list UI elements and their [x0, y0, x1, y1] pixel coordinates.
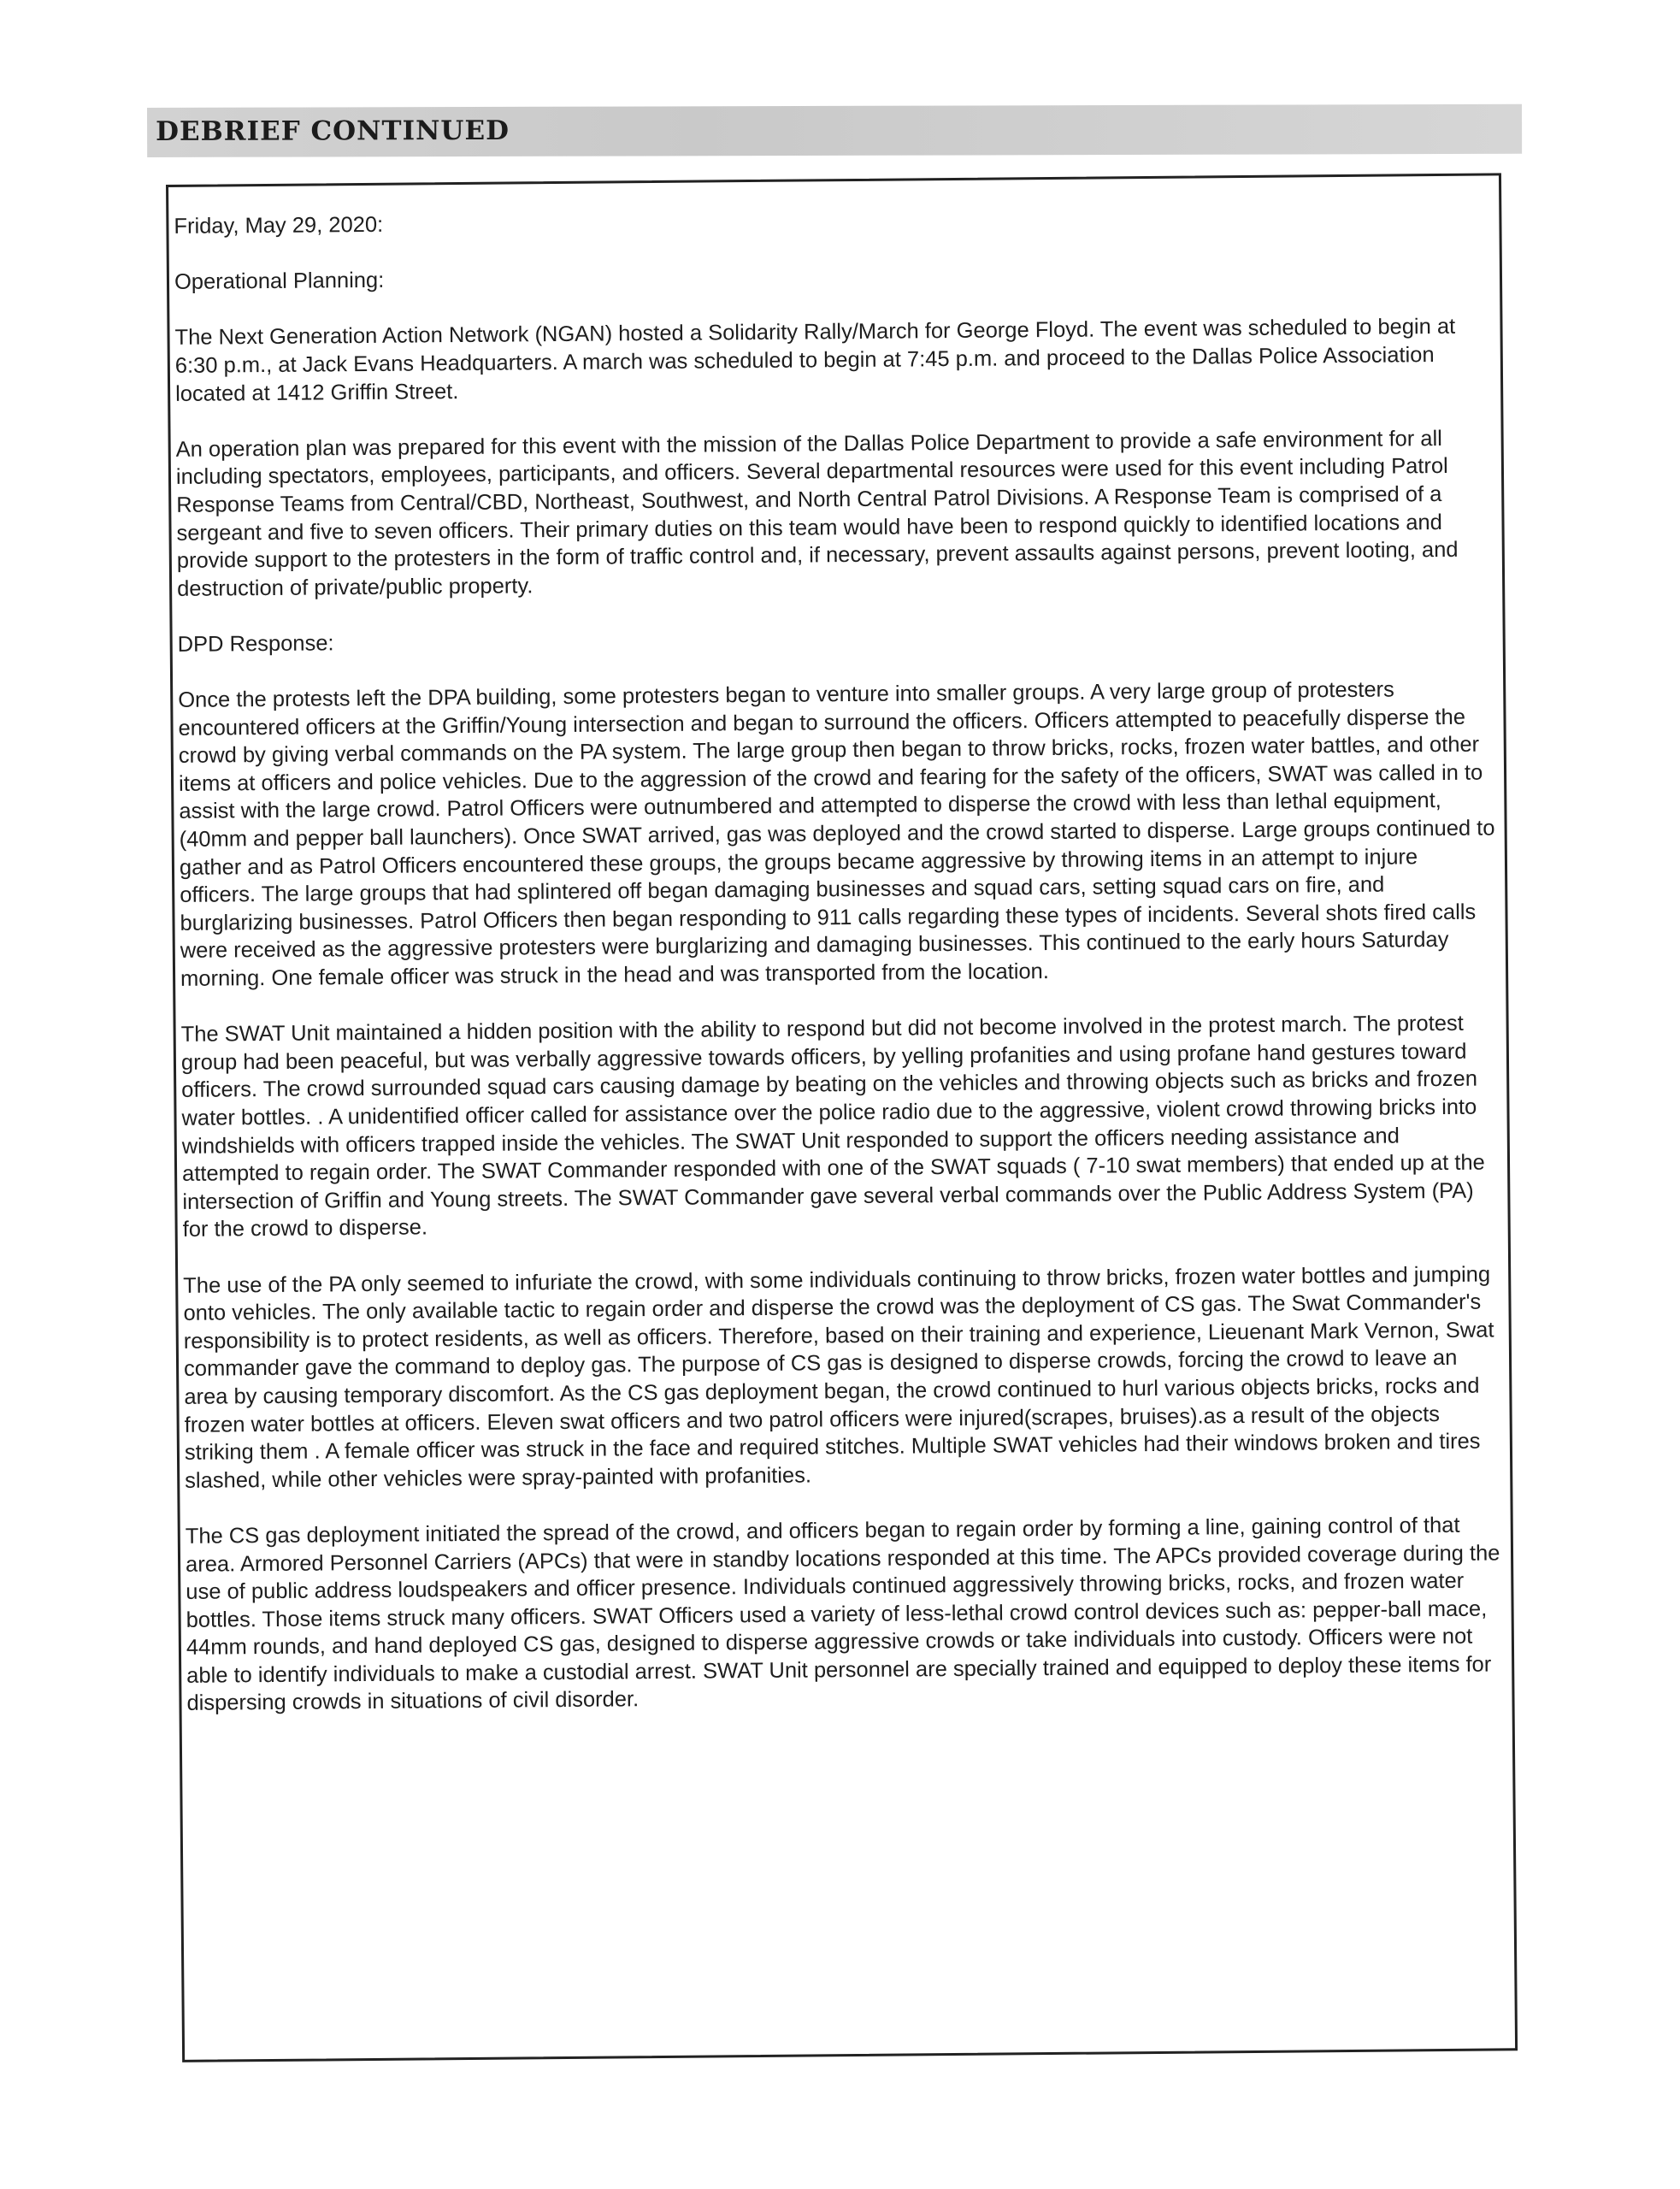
dpd-response-heading: DPD Response:: [177, 631, 334, 657]
paragraph-swat-response: The SWAT Unit maintained a hidden position with the ability to respond but did not become involved in the protest march. The protest group had been peaceful, but was verbally aggressive towards officers, by yelling profanities and using profane hand gestures toward officers. The crowd surrounded squad cars causing damage by beating on the vehicles and throwing objects such as bricks and frozen water bottles. . A unidentified officer called for assistance over the police radio due to the aggressive, violent crowd throwing bricks into windshields with officers trapped inside the vehicles. The SWAT Unit responded to support the officers needing assistance and attempted to regain order. The SWAT Commander responded with one of the SWAT squads ( 7-10 swat members) that ended up at the intersection of Griffin and Young streets. The SWAT Commander gave several verbal commands over the Public Address System (PA) for the crowd to disperse.: [180, 1012, 1485, 1242]
paragraph-crowd-dispersal: The CS gas deployment initiated the spread of the crowd, and officers began to regain order by forming a line, gaining control of that area. Armored Personnel Carriers (APCs) that were in standby locations responded at this time. The APCs provided coverage during the use of public address loudspeakers and officer presence. Individuals continued aggressively throwing bricks, rocks, and frozen water bottles. Those items struck many officers. SWAT Officers used a variety of less-lethal crowd control devices such as: pepper-ball mace, 44mm rounds, and hand deployed CS gas, designed to disperse aggressive crowds or take individuals into custody. Officers were not able to identify individuals to make a custodial arrest. SWAT Unit personnel are specially trained and equipped to deploy these items for dispersing crowds in situations of civil disorder.: [185, 1513, 1500, 1716]
debrief-date: Friday, May 29, 2020:: [174, 212, 384, 239]
operational-planning-heading: Operational Planning:: [174, 268, 385, 295]
section-title: DEBRIEF CONTINUED: [156, 115, 510, 147]
paragraph-event-overview: The Next Generation Action Network (NGAN) hosted a Solidarity Rally/March for George Floyd. The event was scheduled to begin at 6:30 p.m., at Jack Evans Headquarters. A march was scheduled to begin at 7:45 p.m. and proceed to the Dallas Police Association located at 1412 Griffin Street.: [174, 315, 1456, 406]
section-header-bar: [147, 104, 1522, 157]
paragraph-operation-plan: An operation plan was prepared for this event with the mission of the Dallas Police Department to provide a safe environment for all including spectators, employees, participants, and officers. Several departmental resources were used for this event including Patrol Response Teams from Central/CBD, Northeast, Southwest, and North Central Patrol Divisions. A Response Team is comprised of a sergeant and five to seven officers. Their primary duties on this team would have been to respond quickly to identified locations and provide support to the protesters in the form of traffic control and, if necessary, prevent assaults against persons, prevent looting, and destruction of private/public property.: [175, 426, 1459, 601]
debrief-text-box: [166, 173, 1518, 2062]
debrief-content: [174, 201, 1506, 1745]
paragraph-protest-escalation: Once the protests left the DPA building, some protesters began to venture into smaller groups. A very large group of protesters encountered officers at the Griffin/Young intersection and began to surround the officers. Officers attempted to peacefully disperse the crowd by giving verbal commands on the PA system. The large group then began to throw bricks, rocks, frozen water battles, and other items at officers and police vehicles. Due to the aggression of the crowd and fearing for the safety of the officers, SWAT was called in to assist with the large crowd. Patrol Officers were outnumbered and attempted to disperse the crowd with less than lethal equipment, (40mm and pepper ball launchers). Once SWAT arrived, gas was deployed and the crowd started to disperse. Large groups continued to gather and as Patrol Officers encountered these groups, the groups became aggressive by throwing items in an attempt to injure officers. The large groups that had splintered off began damaging businesses and squad cars, setting squad cars on fire, and burglarizing businesses. Patrol Officers then began responding to 911 calls regarding these types of incidents. Several shots fired calls were received as the aggressive protesters were burglarizing and damaging businesses. This continued to the early hours Saturday morning. One female officer was struck in the head and was transported from the location.: [178, 677, 1495, 991]
paragraph-cs-gas-deployment: The use of the PA only seemed to infuriate the crowd, with some individuals continuing to throw bricks, frozen water bottles and jumping onto vehicles. The only available tactic to regain order and disperse the crowd was the deployment of CS gas. The Swat Commander's responsibility is to protect residents, as well as officers. Therefore, based on their training and experience, Lieuenant Mark Vernon, Swat commander gave the command to deploy gas. The purpose of CS gas is designed to disperse crowds, forcing the crowd to leave an area by causing temporary discomfort. As the CS gas deployment began, the crowd continued to hurl various objects bricks, rocks and frozen water bottles at officers. Eleven swat officers and two patrol officers were injured(scrapes, bruises).as a result of the objects striking them . A female officer was struck in the face and required stitches. Multiple SWAT vehicles had their windows broken and tires slashed, while other vehicles were spray-painted with profanities.: [183, 1262, 1494, 1493]
